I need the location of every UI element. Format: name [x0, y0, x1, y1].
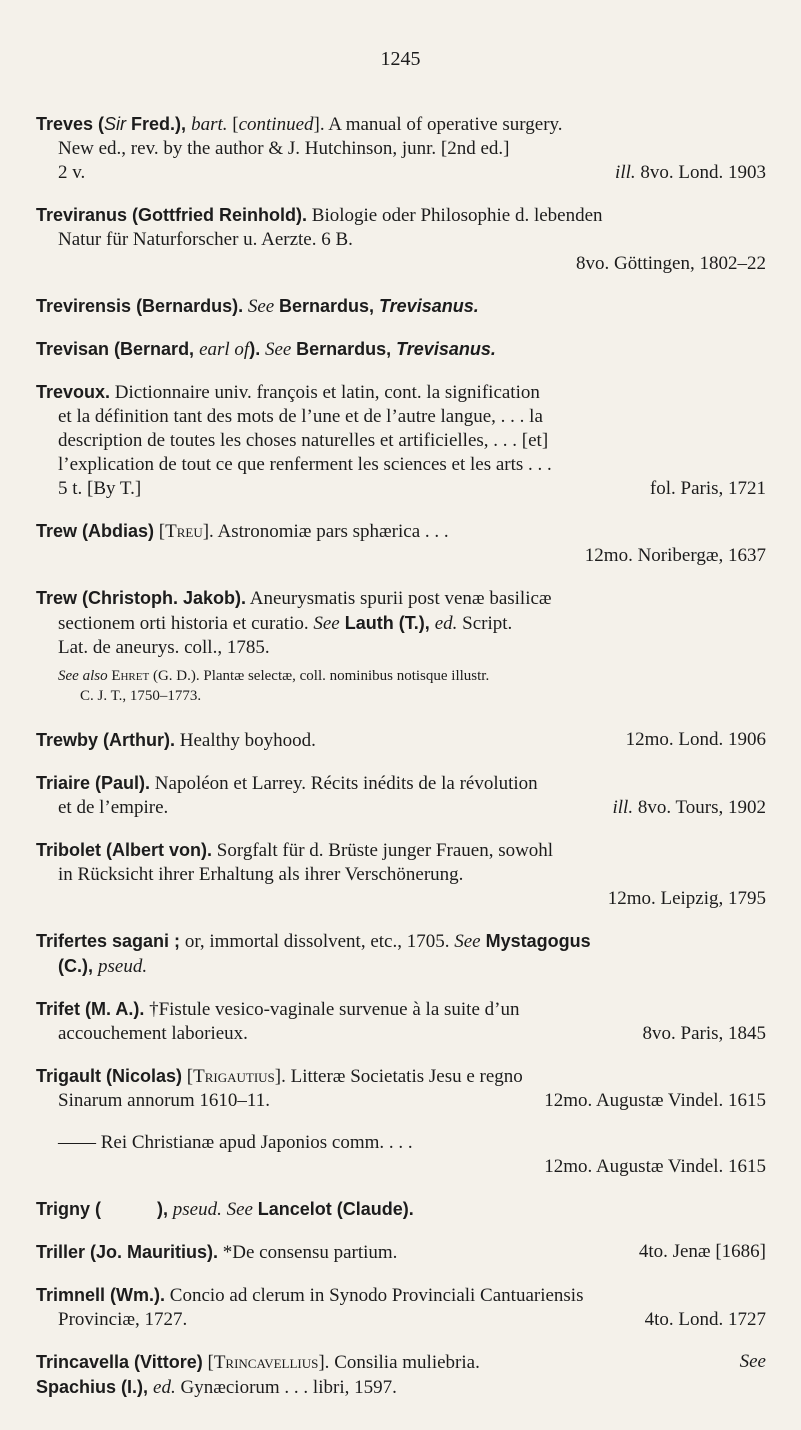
entry-text: 2 v.	[58, 162, 86, 183]
catalog-entries	[36, 112, 766, 1418]
entry-text: or, immortal dissolvent, etc., 1705.	[180, 931, 455, 952]
entry-imprint: 4to. Lond. 1727	[644, 1309, 766, 1330]
entry-trew-christoph	[36, 586, 766, 660]
entry-imprint: 12mo. Augustæ Vindel. 1615	[544, 1156, 766, 1177]
reference-name: Lancelot (Claude).	[257, 1199, 414, 1219]
entry-text: [	[182, 1066, 194, 1087]
entry-triller	[36, 1240, 766, 1265]
reference-name: (C.),	[58, 956, 98, 976]
entry-trimnell	[36, 1283, 766, 1332]
entry-text: Sorgfalt für d. Brüste junger Frauen, sowohl	[212, 840, 554, 861]
entry-text: (G. D.). Plantæ selectæ, coll. nominibus notisque illustr.	[149, 668, 490, 684]
entry-text: Consilia muliebria.	[329, 1352, 480, 1373]
entry-text: New ed., rev. by the author & J. Hutchinson, junr. [2nd ed.]	[58, 138, 510, 159]
entry-text: et la définition tant des mots de l’une et de l’autre langue, . . . la	[58, 406, 543, 427]
entry-heading: ).	[249, 339, 261, 359]
reference-name: Trevisanus.	[396, 339, 496, 359]
entry-text: Biologie oder Philosophie d. lebenden	[307, 205, 603, 226]
entry-text: [	[227, 114, 239, 135]
pseudonym-note: pseud.	[168, 1199, 222, 1220]
latin-name: Treu	[165, 521, 203, 542]
entry-trigault	[36, 1064, 766, 1113]
reference-name: Spachius (I.),	[36, 1377, 154, 1397]
pseudonym-note: pseud.	[98, 956, 148, 977]
entry-heading: Tribolet (Albert von).	[36, 840, 213, 860]
latin-name: Trincavellius	[213, 1352, 319, 1373]
entry-trevisan	[36, 337, 766, 362]
entry-text: ].	[202, 521, 214, 542]
entry-text: Concio ad clerum in Synodo Provinciali Cantuariensis	[165, 1285, 584, 1306]
entry-text: l’explication de tout ce que renferment les sciences et les arts . . .	[58, 454, 552, 475]
entry-trigault-rei	[36, 1131, 766, 1179]
see-reference: See	[313, 613, 340, 634]
entry-text: Astronomiæ pars sphærica . . .	[213, 521, 449, 542]
entry-trew-abdias	[36, 519, 766, 568]
entry-imprint: fol. Paris, 1721	[649, 478, 766, 499]
entry-heading: Fred.),	[126, 114, 192, 134]
entry-text: Sinarum annorum 1610–11.	[58, 1090, 270, 1111]
reference-name: Ehret	[107, 668, 150, 684]
entry-heading: Trimnell (Wm.).	[36, 1285, 166, 1305]
entry-heading: Trigault (Nicolas)	[36, 1066, 183, 1086]
entry-text: C. J. T., 1750–1773.	[80, 688, 202, 704]
entry-trevirensis	[36, 294, 766, 319]
entry-text: Napoléon et Larrey. Récits inédits de la révolution	[150, 773, 538, 794]
ditto-dash: ——	[58, 1132, 96, 1153]
entry-heading-note: earl of	[199, 339, 250, 360]
entry-heading: Trew (Christoph. Jakob).	[36, 588, 247, 608]
entry-heading: Trifertes sagani ;	[36, 931, 181, 951]
see-reference: See	[221, 1199, 258, 1220]
entry-trevoux	[36, 380, 766, 501]
see-also-label: See also	[58, 668, 108, 684]
entry-text: Script.	[457, 613, 513, 634]
entry-ill: ill.	[615, 162, 636, 183]
entry-text: 5 t. [By T.]	[58, 478, 142, 499]
entry-text: [	[154, 521, 166, 542]
entry-heading: Trew (Abdias)	[36, 521, 155, 541]
entry-text: Healthy boyhood.	[175, 730, 316, 751]
entry-heading: Trevirensis (Bernardus).	[36, 296, 244, 316]
entry-tribolet	[36, 838, 766, 911]
entry-text: Lat. de aneurys. coll., 1785.	[58, 637, 270, 658]
entry-text: description de toutes les choses naturelles et artificielles, . . . [et]	[58, 430, 549, 451]
entry-heading: Triller (Jo. Mauritius).	[36, 1242, 219, 1262]
entry-heading: Treves (	[36, 114, 105, 134]
entry-imprint: 12mo. Augustæ Vindel. 1615	[544, 1090, 766, 1111]
page-number: 1245	[380, 48, 421, 70]
entry-text: Litteræ Societatis Jesu e regno	[285, 1066, 523, 1087]
see-reference: See	[454, 931, 481, 952]
editor-note: ed.	[434, 613, 458, 634]
latin-name: Trigautius	[193, 1066, 275, 1087]
entry-heading: Trifet (M. A.).	[36, 999, 145, 1019]
reference-name: Bernardus,	[278, 296, 379, 316]
entry-text: ].	[318, 1352, 330, 1373]
entry-text: ]. A manual of operative surgery.	[313, 114, 563, 135]
editor-note: ed.	[153, 1377, 176, 1398]
entry-trewby	[36, 728, 766, 753]
entry-trincavella	[36, 1350, 766, 1400]
reference-name: Mystagogus	[480, 931, 591, 951]
entry-heading: Triaire (Paul).	[36, 773, 151, 793]
entry-ill: ill.	[612, 797, 634, 818]
entry-text: Aneurysmatis spurii post venæ basilicæ	[246, 588, 552, 609]
entry-imprint: 8vo. Lond. 1903	[635, 162, 766, 183]
reference-name: Lauth (T.),	[339, 613, 435, 633]
entry-text: †Fistule vesico-vaginale survenue à la suite d’un	[144, 999, 520, 1020]
entry-imprint: 12mo. Noribergæ, 1637	[584, 545, 766, 566]
entry-imprint: 12mo. Leipzig, 1795	[607, 888, 766, 909]
entry-heading-title: Sir	[104, 114, 127, 134]
entry-imprint: 8vo. Paris, 1845	[642, 1023, 766, 1044]
entry-text: accouchement laborieux.	[58, 1023, 248, 1044]
entry-imprint: 8vo. Tours, 1902	[633, 797, 766, 818]
entry-text: Provinciæ, 1727.	[58, 1309, 188, 1330]
entry-text: Gynæciorum . . . libri, 1597.	[175, 1377, 397, 1398]
reference-name: Bernardus,	[296, 339, 397, 359]
entry-text: et de l’empire.	[58, 797, 169, 818]
see-reference: See	[260, 339, 297, 360]
entry-text: sectionem orti historia et curatio.	[58, 613, 314, 634]
entry-text: Rei Christianæ apud Japonios comm. . . .	[96, 1132, 413, 1153]
entry-trifertes	[36, 929, 766, 979]
see-also-note	[36, 666, 766, 706]
entry-text: Natur für Naturforscher u. Aerzte. 6 B.	[58, 229, 353, 250]
entry-note: continued	[238, 114, 314, 135]
see-reference: See	[243, 296, 279, 317]
entry-trigny	[36, 1197, 766, 1222]
entry-rank: bart.	[191, 114, 228, 135]
reference-name: Trevisanus.	[379, 296, 479, 316]
entry-imprint: 12mo. Lond. 1906	[625, 729, 766, 750]
entry-treves	[36, 112, 766, 185]
entry-text: ].	[274, 1066, 286, 1087]
entry-trifet	[36, 997, 766, 1046]
entry-imprint: 8vo. Göttingen, 1802–22	[576, 253, 766, 274]
entry-heading: ),	[157, 1199, 169, 1219]
entry-imprint: 4to. Jenæ [1686]	[638, 1241, 766, 1262]
entry-heading: Trewby (Arthur).	[36, 730, 176, 750]
entry-treviranus	[36, 203, 766, 276]
entry-heading: Trevoux.	[36, 382, 111, 402]
entry-text: [	[202, 1352, 214, 1373]
entry-heading: Treviranus (Gottfried Reinhold).	[36, 205, 308, 225]
see-reference: See	[739, 1351, 766, 1372]
entry-heading: Trigny (	[36, 1199, 102, 1219]
entry-heading: Trevisan (Bernard,	[36, 339, 200, 359]
entry-heading: Trincavella (Vittore)	[36, 1352, 203, 1372]
entry-text: *De consensu partium.	[218, 1242, 398, 1263]
entry-triaire	[36, 771, 766, 820]
entry-text: Dictionnaire univ. françois et latin, cont. la signification	[110, 382, 540, 403]
entry-text: in Rücksicht ihrer Erhaltung als ihrer Verschönerung.	[58, 864, 464, 885]
